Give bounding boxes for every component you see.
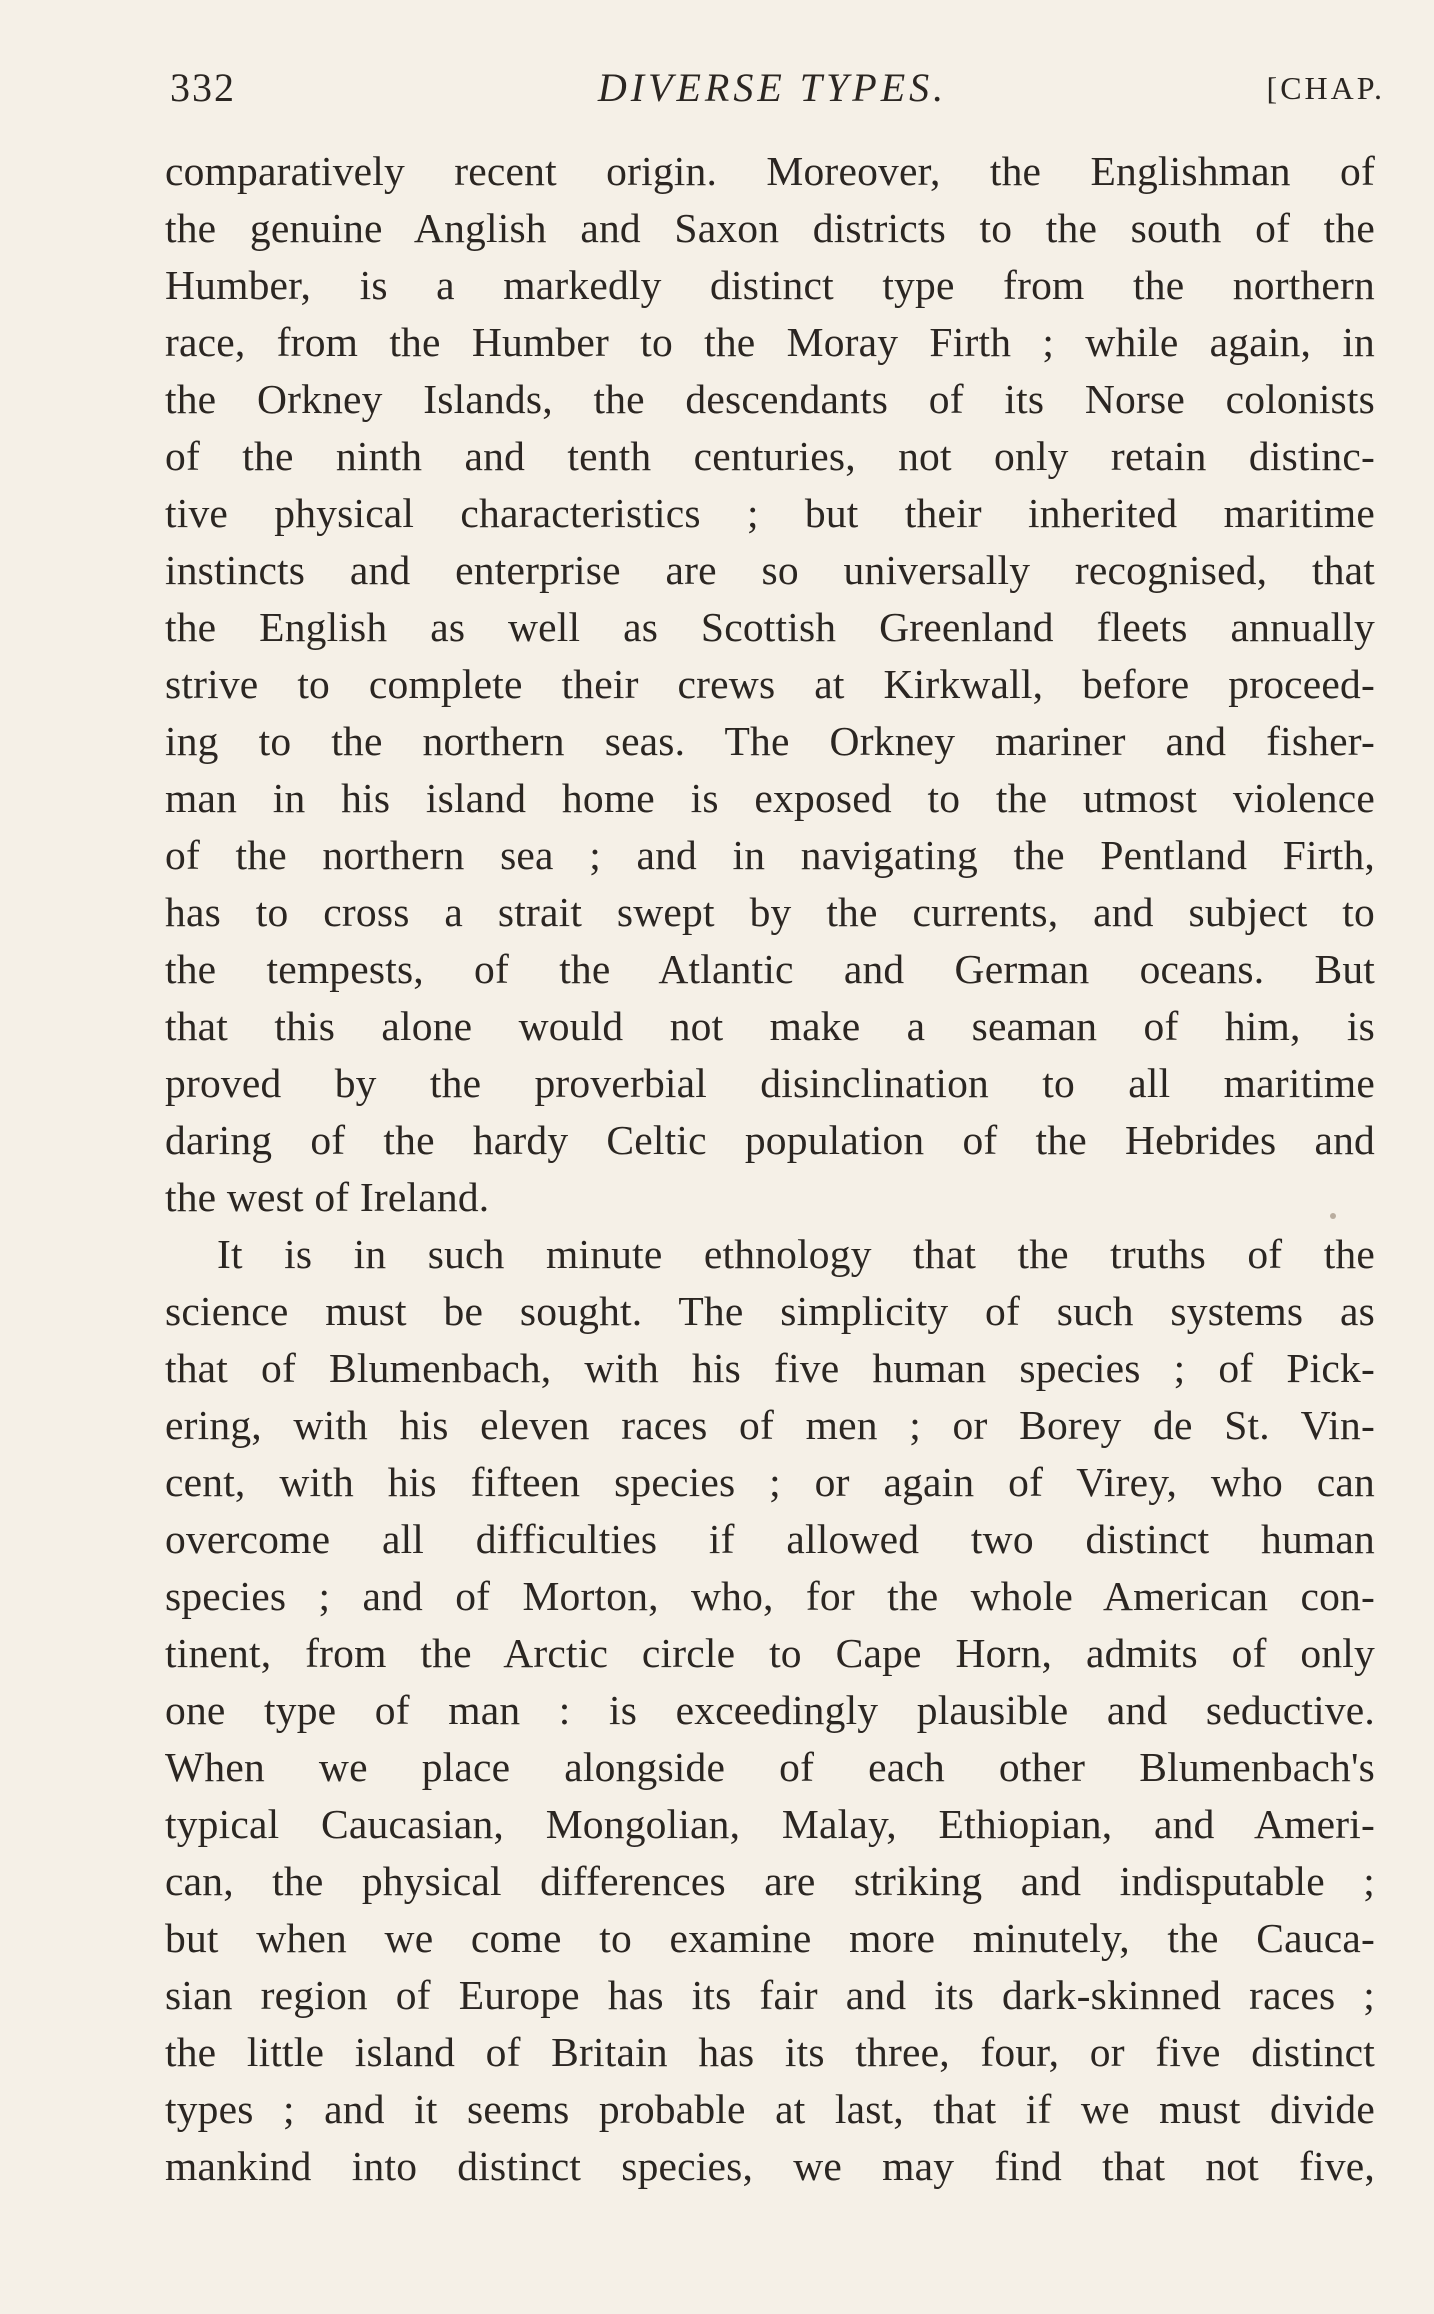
page-number: 332	[170, 65, 236, 110]
text-line: proved by the proverbial disinclination to all maritime	[165, 1060, 1375, 1106]
text-line: the English as well as Scottish Greenland fleets annually	[165, 604, 1375, 650]
text-line: ing to the northern seas. The Orkney mariner and fisher-	[165, 718, 1375, 764]
text-line: that of Blumenbach, with his five human species ; of Pick-	[165, 1345, 1375, 1391]
chapter-marker: [CHAP.	[1266, 70, 1385, 106]
paragraph-start-line: It is in such minute ethnology that the truths of the	[217, 1231, 1375, 1277]
text-line: the genuine Anglish and Saxon districts to the south of the	[165, 205, 1375, 251]
text-line: instincts and enterprise are so universally recognised, that	[165, 547, 1375, 593]
text-line: of the ninth and tenth centuries, not only retain distinc-	[165, 433, 1375, 479]
running-head	[160, 58, 1385, 118]
text-line: comparatively recent origin. Moreover, the Englishman of	[165, 148, 1375, 194]
text-line: of the northern sea ; and in navigating the Pentland Firth,	[165, 832, 1375, 878]
text-line: ering, with his eleven races of men ; or Borey de St. Vin-	[165, 1402, 1375, 1448]
text-line: daring of the hardy Celtic population of the Hebrides and	[165, 1117, 1375, 1163]
running-title: DIVERSE TYPES.	[597, 65, 948, 110]
text-line: can, the physical differences are striking and indisputable ;	[165, 1858, 1375, 1904]
text-line: the tempests, of the Atlantic and German oceans. But	[165, 946, 1375, 992]
paragraph-end-line: the west of Ireland.	[165, 1174, 490, 1220]
text-line: When we place alongside of each other Blumenbach's	[165, 1744, 1375, 1790]
text-line: typical Caucasian, Mongolian, Malay, Ethiopian, and Ameri-	[165, 1801, 1375, 1847]
text-line: race, from the Humber to the Moray Firth ; while again, in	[165, 319, 1375, 365]
text-line: strive to complete their crews at Kirkwall, before proceed-	[165, 661, 1375, 707]
text-line: science must be sought. The simplicity of such systems as	[165, 1288, 1375, 1334]
text-line: the Orkney Islands, the descendants of its Norse colonists	[165, 376, 1375, 422]
text-line: tive physical characteristics ; but their inherited maritime	[165, 490, 1375, 536]
text-line: but when we come to examine more minutely, the Cauca-	[165, 1915, 1375, 1961]
text-line: species ; and of Morton, who, for the whole American con-	[165, 1573, 1375, 1619]
body-text	[165, 143, 1375, 2195]
text-line: cent, with his fifteen species ; or again of Virey, who can	[165, 1459, 1375, 1505]
text-line: types ; and it seems probable at last, that if we must divide	[165, 2086, 1375, 2132]
text-line: tinent, from the Arctic circle to Cape Horn, admits of only	[165, 1630, 1375, 1676]
text-line: one type of man : is exceedingly plausible and seductive.	[165, 1687, 1375, 1733]
text-line: sian region of Europe has its fair and its dark-skinned races ;	[165, 1972, 1375, 2018]
text-line: Humber, is a markedly distinct type from the northern	[165, 262, 1375, 308]
text-line: man in his island home is exposed to the utmost violence	[165, 775, 1375, 821]
text-line: that this alone would not make a seaman of him, is	[165, 1003, 1375, 1049]
text-line: mankind into distinct species, we may find that not five,	[165, 2143, 1375, 2189]
text-line: the little island of Britain has its three, four, or five distinct	[165, 2029, 1375, 2075]
text-line: has to cross a strait swept by the currents, and subject to	[165, 889, 1375, 935]
paper-speck	[1330, 1213, 1336, 1219]
text-line: overcome all difficulties if allowed two distinct human	[165, 1516, 1375, 1562]
